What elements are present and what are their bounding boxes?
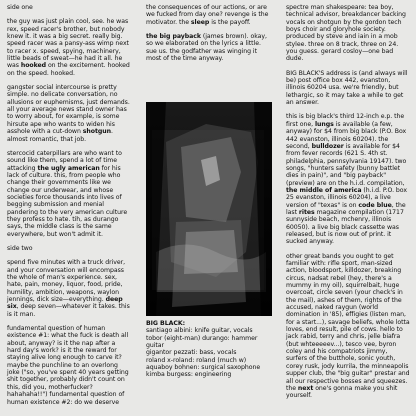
paragraph-other-bands: other great bands you ought to get familiar with: rifle sport, man-sized action, bloodsport, killdozer, breaking circus, nadsat rebel (hey, there's a mummy in my oil), squirrelbait, huge overcoat, circle seven (your check's in the mail), ashes of them, rights of the accused, naked raygun (world domination in '85), effigies (listen man, for a start...), savage beliefs, whole lotta loves, end result, pile of cows. hello to jack rabid, terry and chris, jelle biafra (but whteeeeev...), tesco vee, byron coley and his compatriots jimmy, surfers of the butthole, sonic youth, corey rusk, jody kurrila, the minneapolis supper club, the "big guitar" prestar and all our respective bosses and squeezes. the next one's gonna make you shit yourself.	[286, 252, 410, 400]
paragraph-question-one: fundamental question of human existence #1: what the fuck is death all about, anyway? is it the nap after a hard day's work? is it the reward for staying alive long enough to carve it? maybe the punchline to an overlong joke ("so, you've spent 40 years getting shit together, probably didn't count on this, did you, motherfucker? hahahaha!!") fundamental question of human existence #2: do we deserve	[7, 325, 129, 406]
paragraph-discography: this is big black's third 12-inch e.p. the first one, lungs is available (a few, anyway) for $4 from big black (P.O. Box 442 evanston, illinois 60204). the second, bulldozer is available for $4 from fever records (621 S. 4th st. philadelphia, pennsylvania 19147). two songs, "hunters safety (bunny battlet dies in pain)", and "big payback" (preview) are on the h.i.d. compilation, the middle of america (h.i.d. P.O. box 25 evanston, illinois 60204), a live version of "texas" is on code blue, the last rites magazine compilation (1717 sunnyside beach, mchenry, illinois 60050). a live big black cassette was released, but is now out of print. it sucked anyway.	[286, 113, 407, 246]
credit-line: gigantor pezzati: bass, vocals	[146, 349, 237, 357]
paragraph-ugly-american: stercocid caterpillars are who want to sound like them, spend a lot of time attacking the ugly american for his lack of culture. this, from people who change their governments like we change our underwear, and whose societies force thousands into lives of begging submission and menial pandering to the very american culture they profess to hate. tih, as durango says, the middle class is the same everywhere, but won't admit it.	[7, 149, 128, 238]
credits-header: BIG BLACK:	[146, 320, 186, 327]
paragraph-big-payback: the big payback (james brown). okay, so we elaborated on the lyrics a little. sue us. the godfather was winging it most of the time anyway.	[146, 33, 267, 63]
paragraph-racer-x: the guy was just plain cool, see. he was rex, speed racer's brother, but nobody knew it. it was a big secret. really big. speed racer was a pansy-ass wimp next to racer x. speed, spying, machinery, little beads of sweat—he had it all. he was hooked on the excitement. hooked on the speed. hooked.	[7, 18, 130, 77]
column-one	[7, 4, 131, 413]
side-two-heading: side two	[7, 244, 33, 252]
credit-line: santiago albini: knife guitar, vocals	[146, 327, 253, 335]
credit-line: aquaboy bohnen: surgical saxophone	[146, 364, 261, 372]
paragraph-address: BIG BLACK'S address is (and always will be) post office box 442, evanston, illinois 60204 usa. we're friendly, but lethargic, so it may take a while to get an answer.	[286, 69, 408, 107]
credits	[146, 320, 272, 379]
band-photo	[146, 102, 272, 316]
column-two	[146, 4, 270, 69]
credit-line: kimba burgess: engineering	[146, 371, 232, 379]
paragraph-spectre-man: spectre man shakespeare: tea boy, technical advisor, breakdancer backing vocals on shotgun by the gordon tech boys choir and gloryhole society. produced by steve and iain in a mob stylee. three on 8 track, three on 24. you guess. gerard cosloy—one bad dude.	[286, 4, 406, 63]
photo-image	[146, 102, 272, 316]
column-three	[286, 4, 410, 407]
credit-line: roland x-roland: roland (much w)	[146, 356, 247, 364]
paragraph-gangster: gangster social intercourse is pretty simple. no delicate conversation, no allusions or euphemisms, just demands. all your average news stand owner has to worry about, for example, is some hirsute ape who wants to widen his asshole with a cut-down shotgun. almost romantic, that job.	[7, 84, 130, 143]
credit-line: tobor (eight-man) durango: hammer guitar	[146, 334, 258, 350]
paragraph-consequences: the consequences of our actions, or are we fucked from day one? revenge is the motivator. the sleep is the payoff.	[146, 4, 269, 26]
paragraph-truck-driver: spend five minutes with a truck driver, and your conversation will encompass the whole of man's experience. sex, hate, pain, money, liquor, food, pride, humility, ambition, weapons, waylon jennings, dick size—everything. deep six, deep seven—whatever it takes. this is it man.	[7, 259, 130, 318]
side-one-heading: side one	[7, 4, 33, 11]
